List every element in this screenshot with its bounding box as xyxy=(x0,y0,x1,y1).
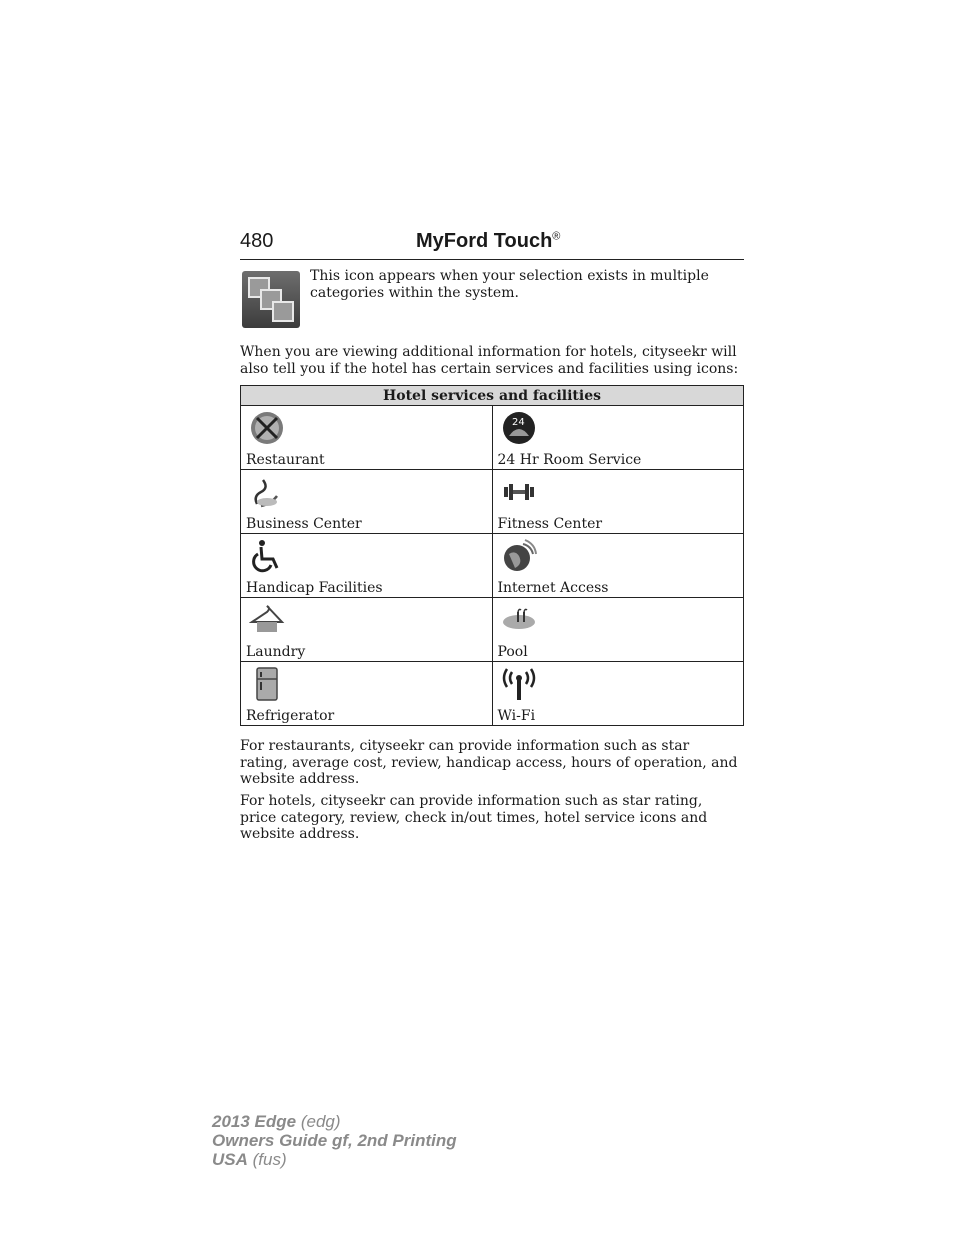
table-cell xyxy=(492,598,744,662)
footer xyxy=(212,1112,457,1169)
multiple-categories-icon xyxy=(242,271,300,328)
table-cell xyxy=(241,598,493,662)
svg-text:24: 24 xyxy=(511,417,525,428)
cell-label: Laundry xyxy=(246,644,306,660)
globe-icon xyxy=(501,538,537,574)
business-center-icon xyxy=(249,474,285,510)
cell-label: Pool xyxy=(497,644,528,660)
registered-mark: ® xyxy=(552,230,561,243)
footer-line-2: Owners Guide gf, 2nd Printing xyxy=(212,1131,457,1150)
cell-label: Restaurant xyxy=(246,452,325,468)
footer-line-1: 2013 Edge (edg) xyxy=(212,1112,341,1131)
wifi-icon xyxy=(501,666,537,702)
cell-label: Handicap Facilities xyxy=(246,580,383,596)
restaurant-icon xyxy=(249,410,285,446)
table-cell xyxy=(241,662,493,726)
page-header xyxy=(240,228,744,260)
cell-label: Business Center xyxy=(246,516,362,532)
hotel-services-table xyxy=(240,385,744,726)
cell-label: Refrigerator xyxy=(246,708,335,724)
table-cell xyxy=(241,470,493,534)
page-number: 480 xyxy=(240,230,274,252)
table-cell xyxy=(241,406,493,470)
cell-label: 24 Hr Room Service xyxy=(497,452,642,468)
room-service-icon xyxy=(501,410,537,446)
pool-icon xyxy=(501,602,537,638)
section-title: MyFord Touch® xyxy=(416,230,561,252)
dumbbell-icon xyxy=(501,474,537,510)
table-cell xyxy=(241,534,493,598)
footer-line-3: USA (fus) xyxy=(212,1150,287,1169)
hanger-icon xyxy=(249,602,285,638)
multiple-categories-text: This icon appears when your selection exists in multiple categories within the system. xyxy=(310,268,709,301)
table-cell xyxy=(492,662,744,726)
hotels-paragraph: For hotels, cityseekr can provide information such as star rating, price category, review, check in/out times, hotel service icons and website address. xyxy=(240,793,708,842)
table-cell xyxy=(492,406,744,470)
refrigerator-icon xyxy=(249,666,285,702)
table-heading: Hotel services and facilities xyxy=(241,386,744,406)
table-cell xyxy=(492,534,744,598)
wheelchair-icon xyxy=(249,538,285,574)
cell-label: Internet Access xyxy=(497,580,609,596)
intro-paragraph: When you are viewing additional information for hotels, cityseekr will also tell you if the hotel has certain services and facilities using icons: xyxy=(240,344,739,377)
cell-label: Wi-Fi xyxy=(497,708,536,724)
cell-label: Fitness Center xyxy=(497,516,603,532)
restaurants-paragraph: For restaurants, cityseekr can provide information such as star rating, average cost, review, handicap access, hours of operation, and website address. xyxy=(240,738,738,787)
table-cell xyxy=(492,470,744,534)
